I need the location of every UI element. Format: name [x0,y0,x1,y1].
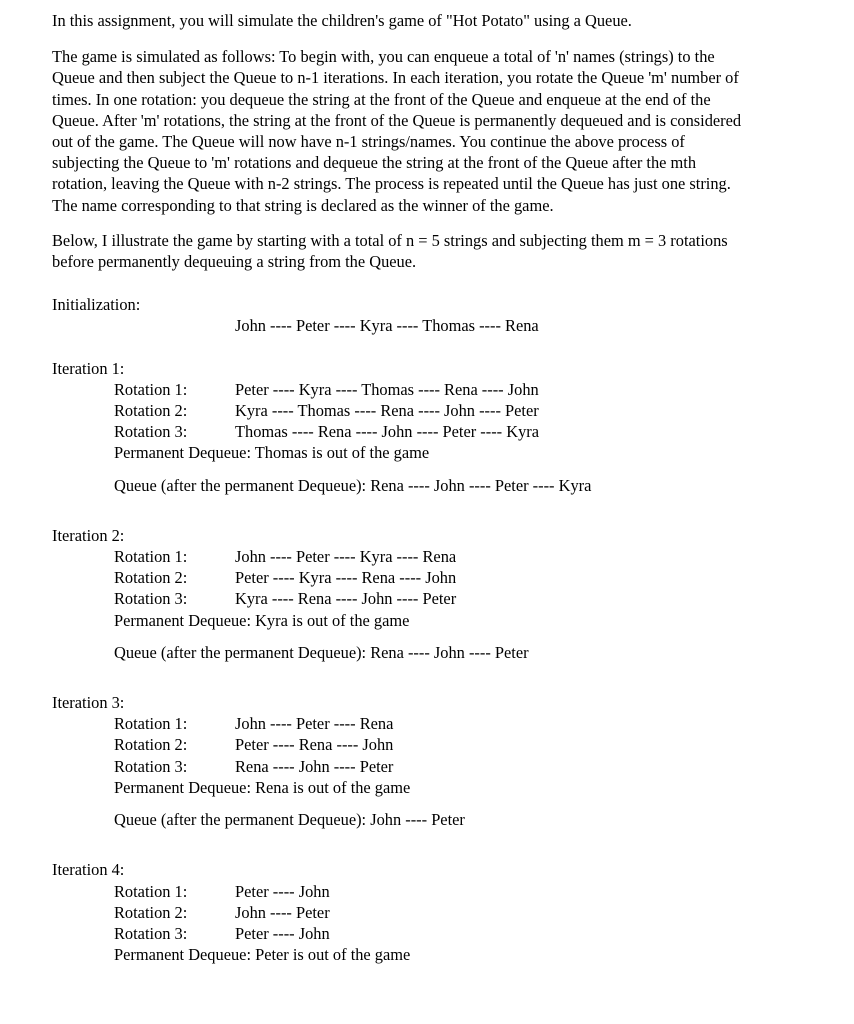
rotation-queue: John ---- Peter ---- Rena [235,714,394,734]
rotation-queue: John ---- Peter ---- Kyra ---- Rena [235,547,457,567]
rotation-label: Rotation 2: [114,401,188,421]
description-line: subjecting the Queue to 'm' rotations and dequeue the string at the front of the Queue after the mth [52,153,697,173]
rotation-row [114,567,842,588]
rotation-label: Rotation 1: [114,379,188,399]
rotation-label: Rotation 3: [114,422,188,442]
rotation-row [114,734,842,755]
illustration-line: Below, I illustrate the game by starting with a total of n = 5 strings and subjecting them m = 3 rotations [52,230,728,250]
rotation-label: Rotation 2: [114,568,188,588]
rotation-queue: Rena ---- John ---- Peter [235,756,394,776]
rotation-queue: Peter ---- John [235,881,330,901]
iteration-label: Iteration 1: [52,358,125,378]
rotation-queue: Peter ---- John [235,923,330,943]
permanent-dequeue-line: Permanent Dequeue: Rena is out of the game [114,777,411,797]
illustration-paragraph [52,230,842,272]
rotation-queue: Kyra ---- Thomas ---- Rena ---- John ---- Peter [235,401,539,421]
rotation-queue: Peter ---- Kyra ---- Thomas ---- Rena ---- John [235,379,539,399]
rotation-label: Rotation 3: [114,756,188,776]
permanent-dequeue-line: Permanent Dequeue: Peter is out of the game [114,945,411,965]
rotation-row [114,400,842,421]
iteration-label: Iteration 3: [52,693,125,713]
iteration-block [52,358,842,496]
rotation-label: Rotation 3: [114,589,188,609]
rotation-label: Rotation 2: [114,902,188,922]
rotation-label: Rotation 1: [114,714,188,734]
initialization-label: Initialization: [52,295,141,315]
description-line: The name corresponding to that string is declared as the winner of the game. [52,195,554,215]
rotation-row [114,546,842,567]
rotation-label: Rotation 2: [114,735,188,755]
illustration-line: before permanently dequeuing a string from the Queue. [52,252,417,272]
rotation-row [114,756,842,777]
queue-after-dequeue-line: Queue (after the permanent Dequeue): John ---- Peter [114,810,465,830]
rotation-row [114,379,842,400]
rotation-queue: Peter ---- Rena ---- John [235,735,394,755]
rotation-row [114,902,842,923]
iteration-label: Iteration 4: [52,860,125,880]
rotation-row [114,923,842,944]
queue-after-dequeue-line: Queue (after the permanent Dequeue): Rena ---- John ---- Peter ---- Kyra [114,475,592,495]
iteration-label: Iteration 2: [52,525,125,545]
rotation-row [114,421,842,442]
rotation-label: Rotation 1: [114,547,188,567]
rotation-queue: John ---- Peter [235,902,330,922]
iteration-block [52,859,842,965]
rotation-row [114,713,842,734]
rotation-row [114,588,842,609]
description-line: times. In one rotation: you dequeue the string at the front of the Queue and enqueue at the end of the [52,89,711,109]
rotation-queue: Peter ---- Kyra ---- Rena ---- John [235,568,457,588]
rotation-label: Rotation 3: [114,923,188,943]
initial-queue: John ---- Peter ---- Kyra ---- Thomas ---- Rena [235,316,539,336]
description-line: Queue. After 'm' rotations, the string at the front of the Queue is permanently dequeued and is considered [52,110,742,130]
rotation-queue: Thomas ---- Rena ---- John ---- Peter ---- Kyra [235,422,540,442]
rotation-queue: Kyra ---- Rena ---- John ---- Peter [235,589,457,609]
intro-paragraph: In this assignment, you will simulate the children's game of "Hot Potato" using a Queue. [52,11,632,30]
description-line: out of the game. The Queue will now have n-1 strings/names. You continue the above process of [52,132,685,152]
description-line: Queue and then subject the Queue to n-1 iterations. In each iteration, you rotate the Queue 'm' number of [52,68,739,88]
description-line: rotation, leaving the Queue with n-2 strings. The process is repeated until the Queue has just one string. [52,174,731,194]
iteration-block [52,692,842,830]
rotation-label: Rotation 1: [114,881,188,901]
assignment-document [52,10,842,965]
permanent-dequeue-line: Permanent Dequeue: Kyra is out of the game [114,610,410,630]
rotation-row [114,881,842,902]
description-line: The game is simulated as follows: To begin with, you can enqueue a total of 'n' names (strings) to the [52,47,715,67]
permanent-dequeue-line: Permanent Dequeue: Thomas is out of the game [114,443,430,463]
queue-after-dequeue-line: Queue (after the permanent Dequeue): Rena ---- John ---- Peter [114,642,529,662]
description-paragraph [52,46,842,216]
iteration-block [52,525,842,663]
